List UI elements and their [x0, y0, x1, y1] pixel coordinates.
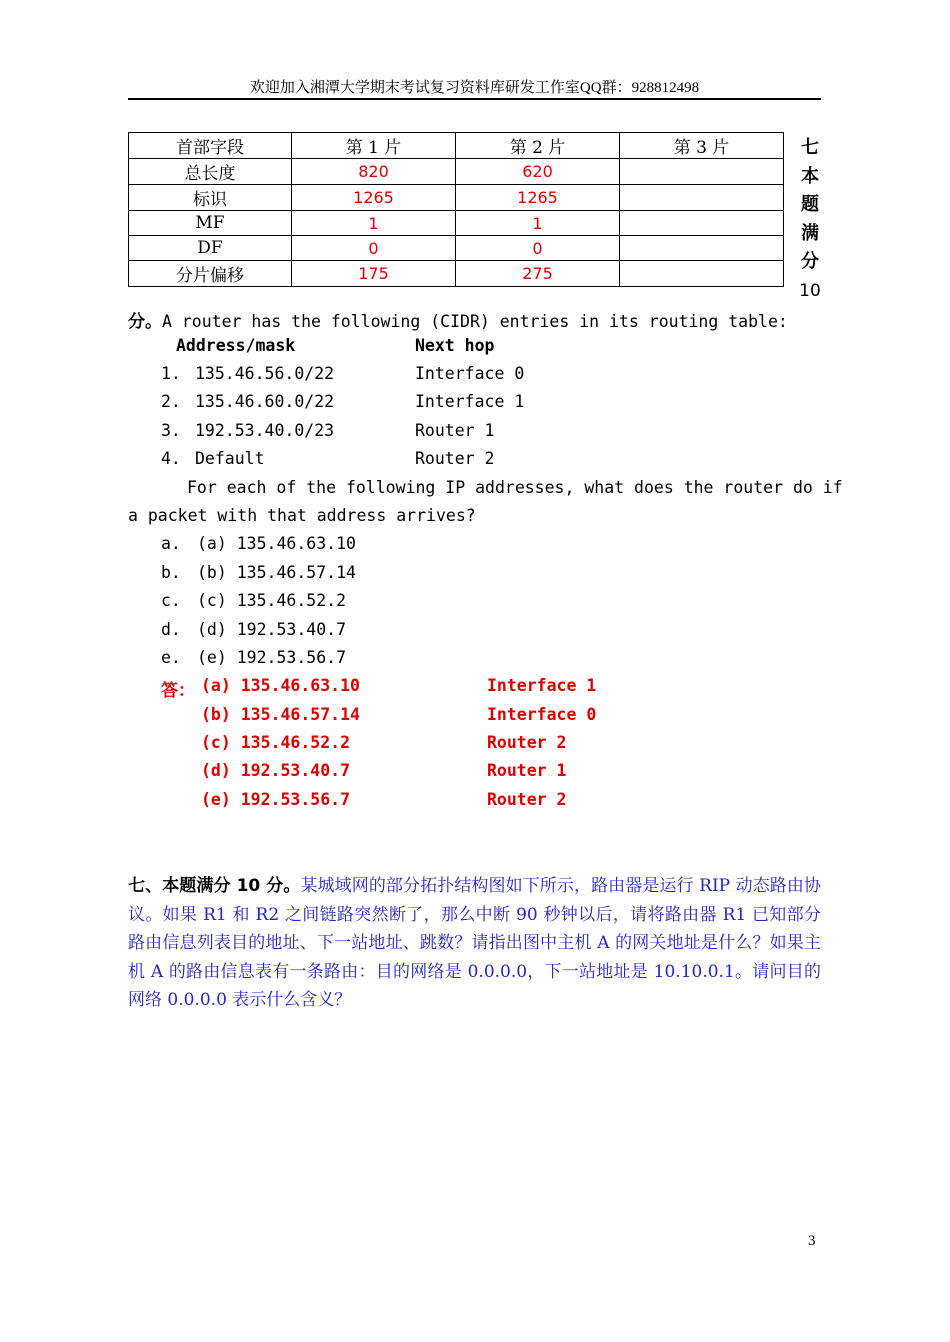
fragment-2-value: 620	[456, 159, 620, 185]
question-7	[128, 872, 821, 1015]
fragment-2-value: 1265	[456, 185, 620, 211]
address-letter: a.	[161, 534, 181, 553]
field-name: 总长度	[129, 159, 292, 185]
question-7-body: 某城域网的部分拓扑结构图如下所示，路由器是运行 RIP 动态路由协议。如果 R1 和 R2 之间链路突然断了，那么中断 90 秒钟以后，请将路由器 R1 已知部分路由信息列表目的地址、下一站地址、跳数？请指出图中主机 A 的网关地址是什么？如果主机 A 的路由信息表有一条路由：目的网络是 0.0.0.0，下一站地址是 10.10.0.1。请问目的网络 0.0.0.0 表示什么含义？	[128, 876, 821, 1010]
address-item: (e) 192.53.56.7	[197, 648, 347, 667]
address-letter: b.	[161, 563, 181, 582]
address-item: (a) 135.46.63.10	[197, 534, 356, 553]
fragment-3-value	[620, 261, 784, 287]
answer-address: (c) 135.46.52.2	[201, 733, 351, 752]
table-row	[129, 211, 784, 236]
answer-hop: Router 2	[487, 790, 567, 809]
routing-entry-address: 135.46.56.0/22	[195, 364, 335, 383]
answer-address: (d) 192.53.40.7	[201, 761, 351, 780]
fragment-1-value: 0	[292, 236, 456, 261]
column-header: 第 1 片	[292, 133, 456, 159]
address-item: (b) 135.46.57.14	[197, 563, 356, 582]
fragment-3-value	[620, 185, 784, 211]
routing-entry-next-hop: Router 2	[415, 449, 495, 468]
column-header: 首部字段	[129, 133, 292, 159]
routing-entry-num: 1.	[161, 364, 181, 383]
side-label-char: 10	[799, 280, 821, 301]
fragment-3-value	[620, 211, 784, 236]
fragment-3-value	[620, 236, 784, 261]
answer-hop: Router 1	[487, 761, 567, 780]
field-name: MF	[129, 211, 292, 236]
address-item: (c) 135.46.52.2	[197, 591, 347, 610]
fragment-3-value	[620, 159, 784, 185]
fragment-2-value: 0	[456, 236, 620, 261]
answer-address: (e) 192.53.56.7	[201, 790, 351, 809]
routing-entry-address: 135.46.60.0/22	[195, 392, 335, 411]
answer-hop: Router 2	[487, 733, 567, 752]
fragment-1-value: 820	[292, 159, 456, 185]
routing-entry-num: 4.	[161, 449, 181, 468]
side-label-char: 分	[801, 251, 819, 272]
table-row	[129, 261, 784, 287]
side-label-char: 七	[801, 137, 819, 158]
column-header: 第 3 片	[620, 133, 784, 159]
routing-header-address: Address/mask	[176, 336, 296, 355]
routing-entry-next-hop: Interface 0	[415, 364, 525, 383]
routing-header-next-hop: Next hop	[415, 336, 495, 355]
side-label-char: 满	[801, 222, 819, 244]
fragment-2-value: 275	[456, 261, 620, 287]
table-row	[129, 159, 784, 185]
field-name: 分片偏移	[129, 261, 292, 287]
routing-entry-next-hop: Interface 1	[415, 392, 525, 411]
routing-entry-num: 2.	[161, 392, 181, 411]
answer-address: (b) 135.46.57.14	[201, 705, 360, 724]
page-header: 欢迎加入湘潭大学期末考试复习资料库研发工作室QQ群：928812498	[249, 80, 700, 96]
intro-prefix: 分。	[128, 312, 162, 332]
fragment-1-value: 175	[292, 261, 456, 287]
question-intro	[128, 307, 788, 332]
field-name: 标识	[129, 185, 292, 211]
table-row	[129, 185, 784, 211]
field-name: DF	[129, 236, 292, 261]
fragment-2-value: 1	[456, 211, 620, 236]
question-text-line: a packet with that address arrives?	[128, 506, 476, 525]
side-label-char: 题	[801, 194, 819, 215]
question-text-line: For each of the following IP addresses, what does the router do if	[187, 478, 843, 497]
routing-entry-address: Default	[195, 449, 265, 468]
fragment-1-value: 1265	[292, 185, 456, 211]
address-item: (d) 192.53.40.7	[197, 620, 347, 639]
address-letter: d.	[161, 620, 181, 639]
answer-address: (a) 135.46.63.10	[201, 676, 360, 695]
answer-label: 答：	[161, 681, 195, 701]
fragment-table	[128, 132, 784, 287]
side-score-label	[798, 134, 822, 305]
intro-text: A router has the following (CIDR) entries in its routing table:	[162, 312, 788, 331]
routing-entry-address: 192.53.40.0/23	[195, 421, 335, 440]
table-row	[129, 236, 784, 261]
answer-hop: Interface 1	[487, 676, 597, 695]
address-letter: c.	[161, 591, 181, 610]
address-letter: e.	[161, 648, 181, 667]
question-7-lead: 七、本题满分 10 分。	[128, 876, 301, 896]
table-header-row	[129, 133, 784, 159]
fragment-1-value: 1	[292, 211, 456, 236]
answer-hop: Interface 0	[487, 705, 597, 724]
page-number: 3	[808, 1233, 816, 1249]
routing-entry-num: 3.	[161, 421, 181, 440]
side-label-char: 本	[801, 165, 819, 187]
column-header: 第 2 片	[456, 133, 620, 159]
header-rule	[128, 98, 821, 100]
routing-entry-next-hop: Router 1	[415, 421, 495, 440]
